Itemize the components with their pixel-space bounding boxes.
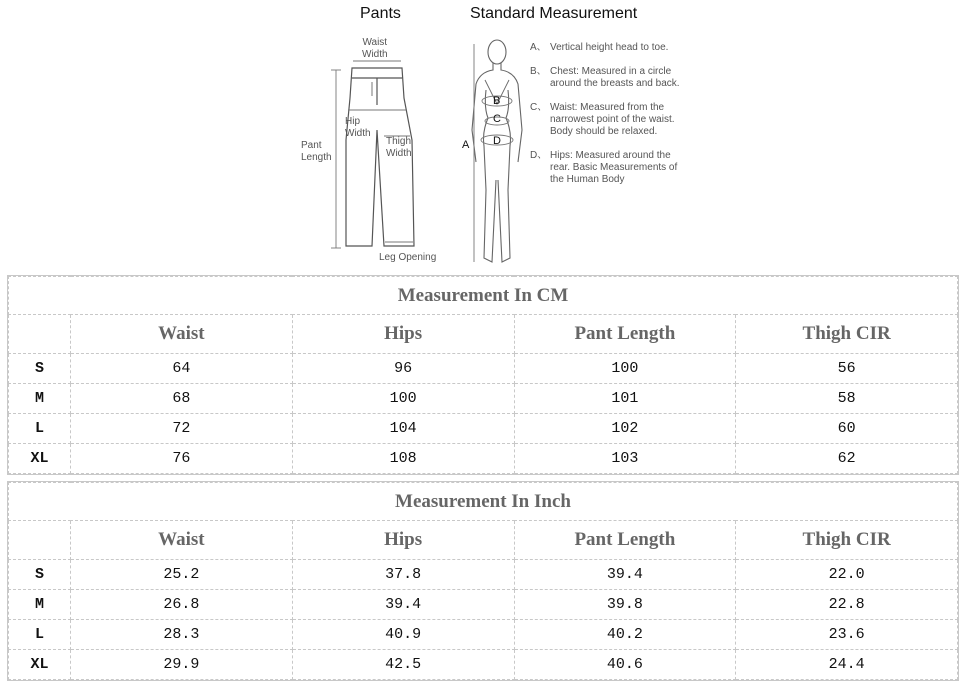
table-row xyxy=(9,384,958,414)
table-header-row xyxy=(9,315,958,354)
note-key: D、 xyxy=(530,150,548,161)
value-cell: 104 xyxy=(292,414,514,444)
value-cell: 56 xyxy=(736,354,958,384)
column-header-waist: Waist xyxy=(71,521,293,560)
marker-c: C xyxy=(493,113,501,125)
note-text: Vertical height head to toe. xyxy=(550,42,669,53)
table-row xyxy=(9,354,958,384)
value-cell: 25.2 xyxy=(71,560,293,590)
value-cell: 58 xyxy=(736,384,958,414)
note-text: Waist: Measured from the narrowest point of the waist. Body should be relaxed. xyxy=(550,102,675,137)
value-cell: 103 xyxy=(514,444,736,474)
table-row xyxy=(9,414,958,444)
value-cell: 101 xyxy=(514,384,736,414)
size-cell: XL xyxy=(9,650,71,680)
size-cell: M xyxy=(9,384,71,414)
note-d xyxy=(530,150,680,186)
size-cell: XL xyxy=(9,444,71,474)
value-cell: 22.8 xyxy=(736,590,958,620)
value-cell: 102 xyxy=(514,414,736,444)
value-cell: 40.9 xyxy=(292,620,514,650)
pants-title: Pants xyxy=(360,5,401,22)
table-title: Measurement In Inch xyxy=(9,483,958,521)
value-cell: 76 xyxy=(71,444,293,474)
column-header xyxy=(9,521,71,560)
value-cell: 39.4 xyxy=(292,590,514,620)
note-b xyxy=(530,66,680,90)
measurement-diagram xyxy=(0,0,970,270)
value-cell: 40.6 xyxy=(514,650,736,680)
value-cell: 108 xyxy=(292,444,514,474)
note-key: B、 xyxy=(530,66,547,77)
cm-size-table xyxy=(7,275,959,475)
hip-width-label: Hip Width xyxy=(345,116,371,139)
value-cell: 28.3 xyxy=(71,620,293,650)
note-text: Hips: Measured around the rear. Basic Measurements of the Human Body xyxy=(550,150,678,185)
note-text: Chest: Measured in a circle around the breasts and back. xyxy=(550,66,680,89)
note-key: C、 xyxy=(530,102,548,113)
value-cell: 39.4 xyxy=(514,560,736,590)
column-header-pant-length: Pant Length xyxy=(514,521,736,560)
value-cell: 40.2 xyxy=(514,620,736,650)
table-row xyxy=(9,560,958,590)
size-cell: L xyxy=(9,414,71,444)
value-cell: 24.4 xyxy=(736,650,958,680)
column-header-hips: Hips xyxy=(292,315,514,354)
diagram-illustration xyxy=(0,0,970,270)
value-cell: 100 xyxy=(292,384,514,414)
value-cell: 26.8 xyxy=(71,590,293,620)
table-row xyxy=(9,650,958,680)
value-cell: 96 xyxy=(292,354,514,384)
value-cell: 23.6 xyxy=(736,620,958,650)
value-cell: 60 xyxy=(736,414,958,444)
waist-width-label: Waist Width xyxy=(362,37,388,60)
size-cell: M xyxy=(9,590,71,620)
table-header-row xyxy=(9,521,958,560)
marker-d: D xyxy=(493,135,501,147)
column-header-pant-length: Pant Length xyxy=(514,315,736,354)
value-cell: 68 xyxy=(71,384,293,414)
value-cell: 22.0 xyxy=(736,560,958,590)
table-row xyxy=(9,620,958,650)
value-cell: 72 xyxy=(71,414,293,444)
body-silhouette xyxy=(472,40,522,262)
table-row xyxy=(9,444,958,474)
standard-measurement-title: Standard Measurement xyxy=(470,5,638,22)
value-cell: 37.8 xyxy=(292,560,514,590)
note-key: A、 xyxy=(530,42,547,53)
table-title: Measurement In CM xyxy=(9,277,958,315)
size-cell: L xyxy=(9,620,71,650)
size-cell: S xyxy=(9,354,71,384)
value-cell: 39.8 xyxy=(514,590,736,620)
value-cell: 42.5 xyxy=(292,650,514,680)
pant-length-label: Pant Length xyxy=(301,140,332,163)
note-a xyxy=(530,42,680,54)
column-header-hips: Hips xyxy=(292,521,514,560)
measurement-notes xyxy=(530,42,680,198)
table-row xyxy=(9,590,958,620)
inch-size-table xyxy=(7,481,959,681)
column-header-thigh-cir: Thigh CIR xyxy=(736,521,958,560)
column-header xyxy=(9,315,71,354)
column-header-waist: Waist xyxy=(71,315,293,354)
value-cell: 64 xyxy=(71,354,293,384)
marker-b: B xyxy=(493,95,501,107)
value-cell: 29.9 xyxy=(71,650,293,680)
note-c xyxy=(530,102,680,138)
thigh-width-label: Thigh Width xyxy=(386,136,412,159)
column-header-thigh-cir: Thigh CIR xyxy=(736,315,958,354)
leg-opening-label: Leg Opening xyxy=(379,252,437,263)
marker-a: A xyxy=(462,139,470,151)
value-cell: 100 xyxy=(514,354,736,384)
value-cell: 62 xyxy=(736,444,958,474)
size-cell: S xyxy=(9,560,71,590)
